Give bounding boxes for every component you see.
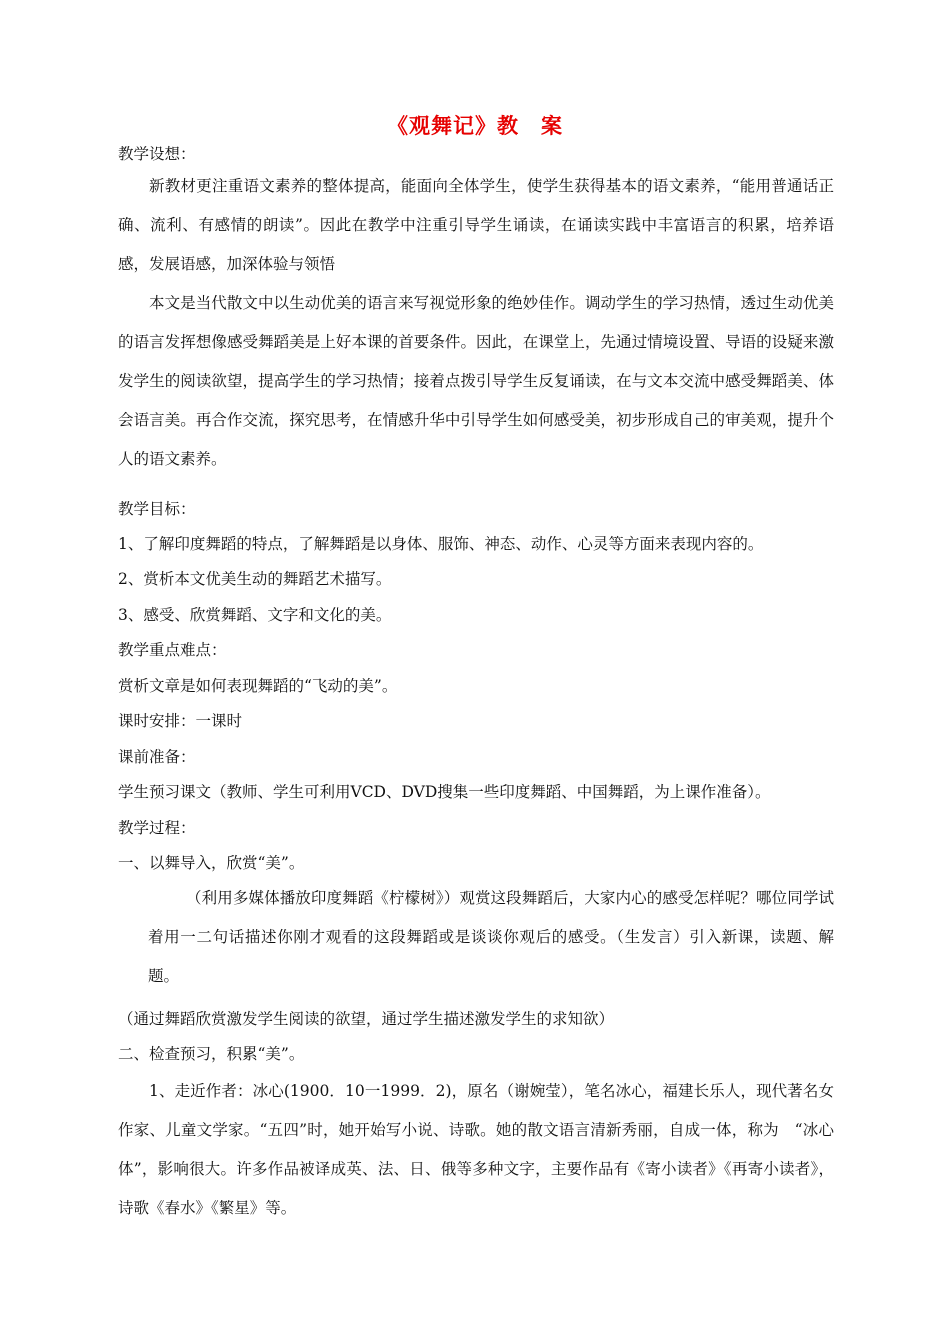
goal-item-2: 2、赏析本文优美生动的舞蹈艺术描写。: [118, 570, 392, 588]
step-1-heading: 一、以舞导入，欣赏“美”。: [118, 854, 305, 872]
step-1-paragraph: [118, 879, 834, 996]
design-paragraph-1: [118, 167, 834, 284]
prep-text: 学生预习课文（教师、学生可利用VCD、DVD搜集一些印度舞蹈、中国舞蹈，为上课作准备）。: [118, 783, 771, 801]
key-points-heading: 教学重点难点：: [118, 641, 227, 659]
document-title: 《观舞记》教 案: [387, 113, 563, 138]
schedule-text: 课时安排：一课时: [118, 712, 243, 730]
author-paragraph: [118, 1072, 834, 1228]
design-heading: 教学设想：: [118, 145, 196, 163]
design-paragraph-2: [118, 284, 834, 479]
step-1-paragraph-text: （利用多媒体播放印度舞蹈《柠檬树》）观赏这段舞蹈后，大家内心的感受怎样呢？哪位同学试着用一二句话描述你刚才观看的这段舞蹈或是谈谈你观后的感受。（生发言）引入新课，读题、解题。: [148, 889, 834, 985]
prep-heading: 课前准备：: [118, 748, 196, 766]
step-1-note: （通过舞蹈欣赏激发学生阅读的欲望，通过学生描述激发学生的求知欲）: [118, 1010, 615, 1028]
design-paragraph-1-text: 新教材更注重语文素养的整体提高，能面向全体学生，使学生获得基本的语文素养，“能用普通话正确、流利、有感情的朗读”。因此在教学中注重引导学生诵读，在诵读实践中丰富语言的积累，培养语感，发展语感，加深体验与领悟: [118, 177, 834, 273]
design-paragraph-2-text: 本文是当代散文中以生动优美的语言来写视觉形象的绝妙佳作。调动学生的学习热情，透过生动优美的语言发挥想像感受舞蹈美是上好本课的首要条件。因此，在课堂上，先通过情境设置、导语的设疑来激发学生的阅读欲望，提高学生的学习热情；接着点拨引导学生反复诵读，在与文本交流中感受舞蹈美、体会语言美。再合作交流，探究思考，在情感升华中引导学生如何感受美，初步形成自己的审美观，提升个人的语文素养。: [118, 294, 834, 468]
key-points-text: 赏析文章是如何表现舞蹈的“飞动的美”。: [118, 677, 398, 695]
goals-heading: 教学目标：: [118, 500, 196, 518]
step-2-heading: 二、检查预习，积累“美”。: [118, 1045, 305, 1063]
author-paragraph-text: 1、走近作者：冰心(1900．10一1999．2)，原名（谢婉莹），笔名冰心，福建长乐人，现代著名女作家、儿童文学家。“五四”时，她开始写小说、诗歌。她的散文语言清新秀丽，自成一体，称为 “冰心体”，影响很大。许多作品被译成英、法、日、俄等多种文字，主要作品有《寄小读者》《再寄小读者》，诗歌《春水》《繁星》等。: [118, 1082, 834, 1217]
goal-item-3: 3、感受、欣赏舞蹈、文字和文化的美。: [118, 606, 392, 624]
process-heading: 教学过程：: [118, 819, 196, 837]
goal-item-1: 1、了解印度舞蹈的特点，了解舞蹈是以身体、服饰、神态、动作、心灵等方面来表现内容的。: [118, 535, 764, 553]
